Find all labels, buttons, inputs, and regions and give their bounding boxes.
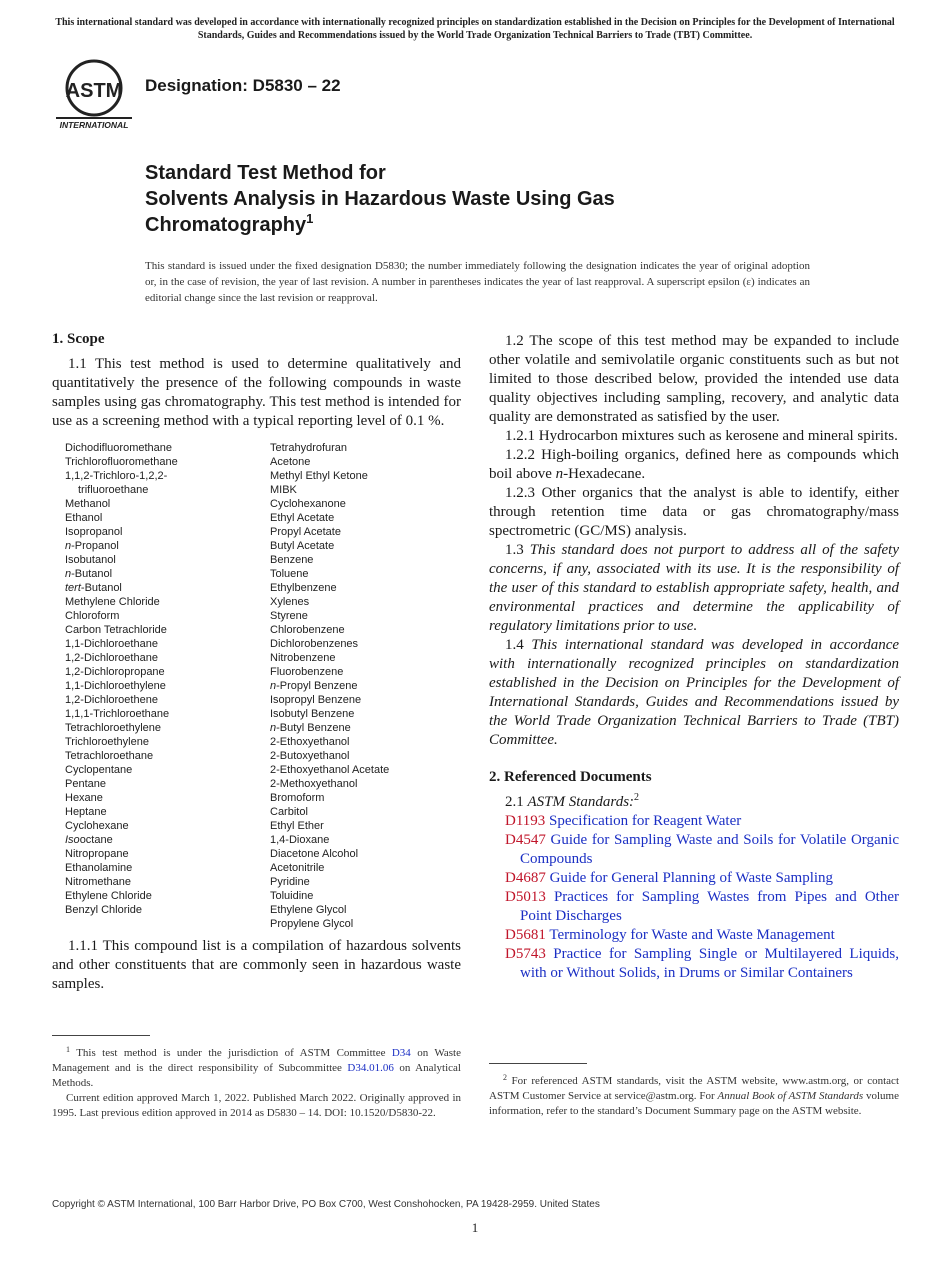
compound-item: Nitropropane xyxy=(65,848,129,860)
compound-item: Isooctane xyxy=(65,834,113,846)
compound-item: Benzene xyxy=(270,554,314,566)
page-number: 1 xyxy=(471,1220,479,1235)
compound-item: Carbon Tetrachloride xyxy=(65,624,167,636)
footnote-left xyxy=(52,1035,461,1121)
paragraph-1-1-1: 1.1.1 This compound list is a compilation of hazardous solvents and other constituents that are commonly seen in hazardous waste samples. xyxy=(52,938,461,992)
title-line-2: Solvents Analysis in Hazardous Waste Using Gas Chromatography$^1$ xyxy=(145,188,615,236)
reference-code-link[interactable]: D1193 xyxy=(505,813,546,829)
compound-item: Ethanol xyxy=(65,512,103,524)
compound-item: Ethylene Glycol xyxy=(270,904,347,916)
compound-item: 1,1-Dichloroethane xyxy=(65,638,158,650)
compound-item: Propyl Acetate xyxy=(270,526,341,538)
paragraph-1-3: 1.3 This standard does not purport to address all of the safety concerns, if any, associated with its use. It is the responsibility of the user of this standard to establish appropriate safety, health, and environmental practices and determine the applicability of regulatory limitations prior to use. xyxy=(489,542,900,634)
compound-item: 2-Ethoxyethanol Acetate xyxy=(270,764,390,776)
compound-item: Nitrobenzene xyxy=(270,652,336,664)
compound-item: Propylene Glycol xyxy=(270,918,354,930)
left-column xyxy=(52,330,461,994)
reference-code-link[interactable]: D5681 xyxy=(505,927,546,943)
compound-item: Cyclohexane xyxy=(65,820,129,832)
paragraph-1-1: 1.1 This test method is used to determine qualitatively and quantitatively the presence of the following compounds in waste samples using gas chromatography. This test method is intended for use as a screening method with a typical reporting level of 0.1 %. xyxy=(52,356,461,429)
footnote-right xyxy=(489,1063,899,1119)
compound-item: Isopropanol xyxy=(65,526,123,538)
compound-item: 1,1-Dichloroethylene xyxy=(65,680,166,692)
compound-item: 1,2-Dichloroethene xyxy=(65,694,158,706)
logo-subtext: INTERNATIONAL xyxy=(59,120,129,130)
compound-column-2 xyxy=(270,441,460,931)
logo-text: ASTM xyxy=(65,80,123,102)
compound-item: Ethylene Chloride xyxy=(65,890,152,902)
compound-item: Fluorobenzene xyxy=(270,666,344,678)
subcommittee-link[interactable]: D34.01.06 xyxy=(347,1062,394,1074)
footnote-2: $^2$ For referenced ASTM standards, visit the ASTM website, www.astm.org, or contact ASTM Customer Service at service@astm.org. For Annual Book of ASTM Standards volume information, refer to the standard’s Document Summary page on the ASTM website. xyxy=(489,1073,899,1117)
compound-list xyxy=(65,441,461,931)
compound-item: 1,2-Dichloropropane xyxy=(65,666,165,678)
paragraph-1-2: 1.2 The scope of this test method may be expanded to include other volatile and semivolatile organic constituents such as but not limited to those described below, provided the intended use data quality objectives including sampling, recovery, and analytic data quality are demonstrated as satisfied by the user. xyxy=(489,333,899,425)
compound-item: MIBK xyxy=(270,484,297,496)
paragraph-1-2-2: 1.2.2 High-boiling organics, defined here as compounds which boil above n-Hexadecane. xyxy=(489,447,899,482)
reference-title-link[interactable]: Specification for Reagent Water xyxy=(549,813,742,829)
reference-code-link[interactable]: D4547 xyxy=(505,832,546,848)
copyright: Copyright © ASTM International, 100 Barr Harbor Drive, PO Box C700, West Conshohocken, PA 19428-2959. United States xyxy=(52,1199,600,1210)
compound-item: Tetrahydrofuran xyxy=(270,442,348,454)
scope-heading: 1. Scope xyxy=(52,331,105,347)
compound-item: Tetrachloroethane xyxy=(65,750,154,762)
designation: Designation: D5830 – 22 xyxy=(145,76,341,95)
footnote-rule xyxy=(489,1063,587,1064)
reference-title-link[interactable]: Practices for Sampling Wastes from Pipes and Other Point Discharges xyxy=(520,889,900,924)
compound-item: Styrene xyxy=(270,610,308,622)
compound-item: Bromoform xyxy=(270,792,325,804)
compound-item: Dichlorobenzenes xyxy=(270,638,359,650)
compound-item: Acetonitrile xyxy=(270,862,325,874)
compound-item: Pyridine xyxy=(270,876,310,888)
compound-item: Xylenes xyxy=(270,596,310,608)
reference-code-link[interactable]: D4687 xyxy=(505,870,546,886)
compound-item: 1,2-Dichloroethane xyxy=(65,652,158,664)
compound-item: tert-Butanol xyxy=(65,582,122,594)
reference-list xyxy=(489,812,899,983)
compound-item: Nitromethane xyxy=(65,876,132,888)
compound-item: Hexane xyxy=(65,792,103,804)
compound-item: n-Butyl Benzene xyxy=(270,722,351,734)
reference-title-link[interactable]: Guide for Sampling Waste and Soils for Volatile Organic Compounds xyxy=(520,832,899,867)
committee-link[interactable]: D34 xyxy=(391,1047,411,1059)
compound-item: Trichlorofluoromethane xyxy=(65,456,178,468)
compound-item: Isobutyl Benzene xyxy=(270,708,355,720)
reference-item[interactable] xyxy=(489,888,899,926)
reference-title-link[interactable]: Terminology for Waste and Waste Management xyxy=(549,927,835,943)
right-column xyxy=(489,332,899,983)
issue-note: This standard is issued under the fixed designation D5830; the number immediately following the designation indicates the year of original adoption or, in the case of revision, the year of last revision. A number in parentheses indicates the year of last reapproval. A superscript epsilon (ε) indicates an editorial change since the last revision or reapproval. xyxy=(145,260,810,304)
compound-item: Carbitol xyxy=(270,806,308,818)
compound-item: Cyclohexanone xyxy=(270,498,346,510)
compound-item: 1,1,2-Trichloro-1,2,2- xyxy=(65,470,168,482)
trade-notice: This international standard was developed in accordance with internationally recognized principles on standardization established in the Decision on Principles for the Development of International Standards, Guides and Recommendations issued by the World Trade Organization Technical Barriers to Trade (TBT) Committee. xyxy=(55,17,895,41)
paragraph-1-2-1: 1.2.1 Hydrocarbon mixtures such as kerosene and mineral spirits. xyxy=(505,428,898,444)
compound-item: n-Propanol xyxy=(65,540,119,552)
compound-item: Trichloroethylene xyxy=(65,736,149,748)
reference-title-link[interactable]: Guide for General Planning of Waste Sampling xyxy=(549,870,834,886)
compound-item: Tetrachloroethylene xyxy=(65,722,162,734)
compound-item: 2-Methoxyethanol xyxy=(270,778,358,790)
reference-item[interactable] xyxy=(489,869,899,888)
compound-item: Benzyl Chloride xyxy=(65,904,143,916)
paragraph-1-4: 1.4 This international standard was developed in accordance with internationally recognized principles on standardization established in the Decision on Principles for the Development of International Standards, Guides and Recommendations issued by the World Trade Organization Technical Barriers to Trade (TBT) Committee. xyxy=(489,637,900,748)
compound-item: 1,1,1-Trichloroethane xyxy=(65,708,170,720)
compound-item: Ethyl Ether xyxy=(270,820,324,832)
compound-item: Toluidine xyxy=(270,890,314,902)
compound-item: Methylene Chloride xyxy=(65,596,160,608)
compound-item: Chloroform xyxy=(65,610,120,622)
referenced-documents-heading: 2. Referenced Documents xyxy=(489,769,652,785)
footnote-rule xyxy=(52,1035,150,1036)
compound-item: Isopropyl Benzene xyxy=(270,694,362,706)
reference-item[interactable] xyxy=(489,812,899,831)
astm-logo xyxy=(52,56,134,132)
compound-item: 2-Ethoxyethanol xyxy=(270,736,350,748)
compound-item: Toluene xyxy=(270,568,309,580)
reference-code-link[interactable]: D5743 xyxy=(505,946,546,962)
compound-item: Methyl Ethyl Ketone xyxy=(270,470,368,482)
paragraph-1-2-3: 1.2.3 Other organics that the analyst is able to identify, either through retention time data or gas chromatography/mass spectrometric (GC/MS) analysis. xyxy=(489,485,899,539)
compound-item: Chlorobenzene xyxy=(270,624,345,636)
footnote-1-edition: Current edition approved March 1, 2022. Published March 2022. Originally approved in 1995. Last previous edition approved in 2014 as D5830 – 14. DOI: 10.1520/D5830-22. xyxy=(52,1092,461,1119)
compound-item: Ethylbenzene xyxy=(270,582,337,594)
compound-item: Butyl Acetate xyxy=(270,540,335,552)
compound-item: Cyclopentane xyxy=(65,764,133,776)
compound-item: 2-Butoxyethanol xyxy=(270,750,350,762)
compound-item: Ethanolamine xyxy=(65,862,133,874)
compound-item: Heptane xyxy=(65,806,107,818)
title-line-1: Standard Test Method for xyxy=(145,162,386,184)
reference-title-link[interactable]: Practice for Sampling Single or Multilayered Liquids, with or Without Solids, in Drums or Similar Containers xyxy=(520,946,900,981)
compound-item: Methanol xyxy=(65,498,111,510)
compound-item: n-Propyl Benzene xyxy=(270,680,358,692)
reference-code-link[interactable]: D5013 xyxy=(505,889,546,905)
compound-item: Diacetone Alcohol xyxy=(270,848,359,860)
reference-item[interactable] xyxy=(489,945,899,983)
compound-item: Dichodifluoromethane xyxy=(65,442,173,454)
document-title xyxy=(145,160,785,238)
compound-item: Ethyl Acetate xyxy=(270,512,335,524)
footnote-1: $^1$ This test method is under the jurisdiction of ASTM Committee D34 on Waste Management and is the direct responsibility of Subcommittee D34.01.06 on Analytical Methods. xyxy=(52,1045,461,1089)
compound-item: Pentane xyxy=(65,778,106,790)
paragraph-2-1: 2.1 ASTM Standards:$^2$ xyxy=(505,792,640,810)
compound-item: Acetone xyxy=(270,456,311,468)
compound-column-1 xyxy=(65,441,270,931)
compound-item: n-Butanol xyxy=(65,568,113,580)
reference-item[interactable] xyxy=(489,926,899,945)
reference-item[interactable] xyxy=(489,831,899,869)
compound-item: 1,4-Dioxane xyxy=(270,834,330,846)
compound-item: Isobutanol xyxy=(65,554,116,566)
compound-item: trifluoroethane xyxy=(78,484,149,496)
title-footnote-mark: 1 xyxy=(306,211,314,226)
astm-logo-icon xyxy=(52,56,134,132)
